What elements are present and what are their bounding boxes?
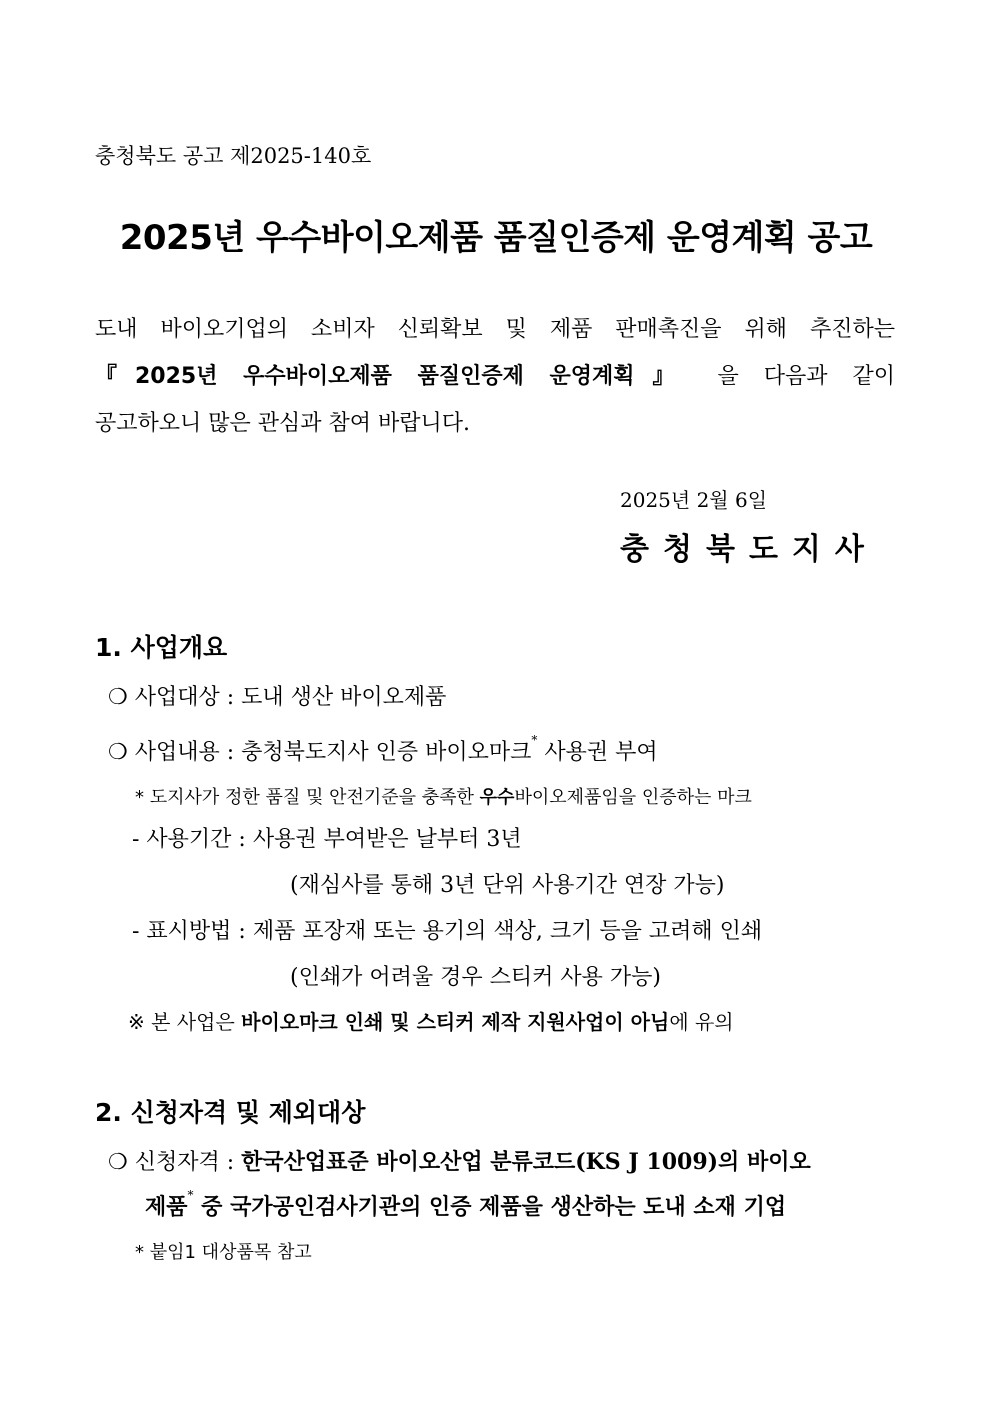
intro-line-2: 『2025년 우수바이오제품 품질인증제 운영계획』 을 다음과 같이 xyxy=(95,364,895,389)
usage-period-note: (재심사를 통해 3년 단위 사용기간 연장 가능) xyxy=(290,873,725,898)
asterisk-icon: * xyxy=(135,1242,144,1263)
asterisk-icon: * xyxy=(135,787,144,808)
plan-name: 『2025년 우수바이오제품 품질인증제 운영계획』 xyxy=(95,364,693,389)
eligibility: ❍ 신청자격 : 한국산업표준 바이오산업 분류코드(KS J 1009)의 바이오 xyxy=(108,1149,811,1175)
footnote-marker: * xyxy=(187,1188,194,1202)
section-1-content: ❍ 사업내용 : 충청북도지사 인증 바이오마크* 사용권 부여 xyxy=(108,733,658,765)
intro-paragraph xyxy=(95,312,895,442)
reference-mark-icon: ※ xyxy=(128,1010,145,1034)
usage-period: - 사용기간 : 사용권 부여받은 날부터 3년 xyxy=(132,827,522,852)
circle-bullet-icon: ❍ xyxy=(108,685,128,710)
display-method-note: (인쇄가 어려울 경우 스티커 사용 가능) xyxy=(290,965,661,990)
section-1-heading: 1. 사업개요 xyxy=(95,633,228,662)
intro-line-3: 공고하오니 많은 관심과 참여 바랍니다. xyxy=(95,411,470,436)
page-title: 2025년 우수바이오제품 품질인증제 운영계획 공고 xyxy=(119,218,873,258)
intro-line-1: 도내 바이오기업의 소비자 신뢰확보 및 제품 판매촉진을 위해 추진하는 xyxy=(95,317,895,342)
circle-bullet-icon: ❍ xyxy=(108,1150,128,1175)
notice-date: 2025년 2월 6일 xyxy=(620,488,768,512)
section-1-target: ❍ 사업대상 : 도내 생산 바이오제품 xyxy=(108,685,447,710)
eligibility-cont: 제품* 중 국가공인검사기관의 인증 제품을 생산하는 도내 소재 기업 xyxy=(145,1188,787,1220)
section-2-footnote: * 붙임1 대상품목 참고 xyxy=(135,1242,312,1263)
notice-number: 충청북도 공고 제2025-140호 xyxy=(95,144,372,168)
caution-note: ※ 본 사업은 바이오마크 인쇄 및 스티커 제작 지원사업이 아님에 유의 xyxy=(128,1010,734,1034)
section-2-heading: 2. 신청자격 및 제외대상 xyxy=(95,1098,366,1127)
section-1-footnote: * 도지사가 정한 품질 및 안전기준을 충족한 우수바이오제품임을 인증하는 마크 xyxy=(135,787,752,808)
footnote-marker: * xyxy=(531,733,538,747)
issuer-signature: 충청북도지사 xyxy=(620,532,878,567)
display-method: - 표시방법 : 제품 포장재 또는 용기의 색상, 크기 등을 고려해 인쇄 xyxy=(132,919,763,944)
circle-bullet-icon: ❍ xyxy=(108,740,128,765)
